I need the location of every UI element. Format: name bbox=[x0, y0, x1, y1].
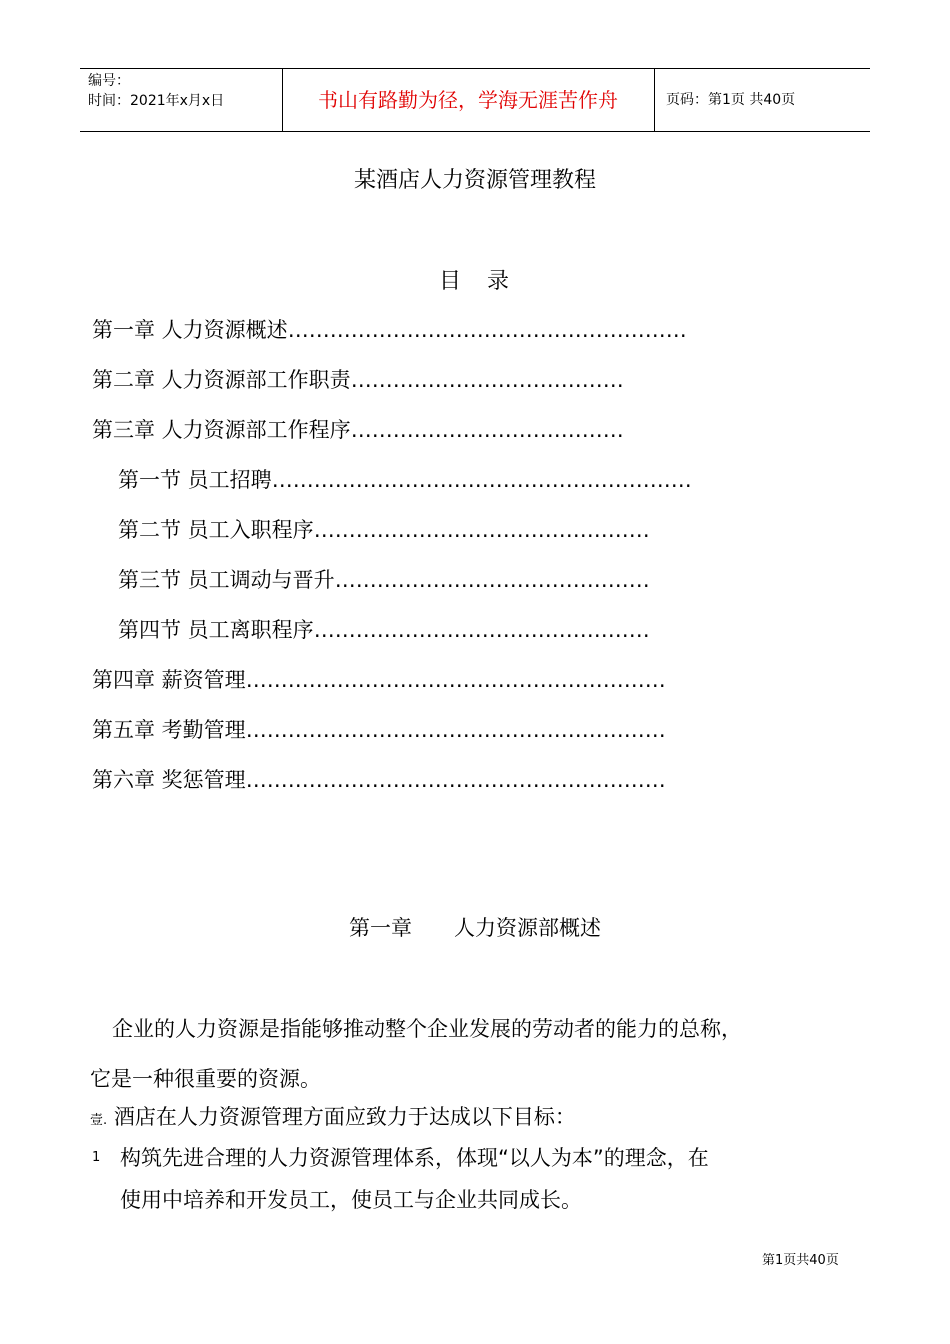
toc-entry-dots: ………………………………………… bbox=[313, 518, 650, 542]
toc-entry-label: 第一章 人力资源概述 bbox=[92, 318, 288, 342]
toc-entry-label: 第四章 薪资管理 bbox=[92, 668, 246, 692]
toc-entry-dots: ……………………………………… bbox=[334, 568, 650, 592]
header-divider-right bbox=[654, 69, 655, 131]
toc-title: 目 录 bbox=[438, 269, 511, 294]
toc-entry-dots: …………………………………………………… bbox=[245, 768, 666, 792]
sub-item-marker: 1 bbox=[92, 1150, 101, 1165]
item-text: 酒店在人力资源管理方面应致力于达成以下目标： bbox=[113, 1105, 576, 1129]
date-label: 时间：2021年x月x日 bbox=[88, 93, 225, 109]
toc-entry[interactable] bbox=[118, 464, 790, 494]
toc-entry-label: 第二章 人力资源部工作职责 bbox=[92, 368, 351, 392]
header-table bbox=[80, 68, 870, 132]
toc-entry-label: 第二节 员工入职程序 bbox=[118, 518, 314, 542]
toc-entry-label: 第四节 员工离职程序 bbox=[118, 618, 314, 642]
header-page-info: 页码：第1页 共40页 bbox=[666, 92, 796, 108]
toc-entry-dots: ………………………………………………… bbox=[287, 318, 687, 342]
toc-entry-dots: ………………………………… bbox=[350, 368, 624, 392]
intro-paragraph-line: 它是一种很重要的资源。 bbox=[90, 1067, 321, 1091]
toc-entry-dots: …………………………………………………… bbox=[245, 718, 666, 742]
goal-item bbox=[90, 1101, 576, 1131]
toc-entry[interactable] bbox=[118, 514, 766, 544]
toc-entry[interactable] bbox=[92, 414, 742, 444]
toc-entry-label: 第一节 员工招聘 bbox=[118, 468, 272, 492]
toc-entry[interactable] bbox=[92, 764, 766, 794]
header-motto: 书山有路勤为径，学海无涯苦作舟 bbox=[318, 88, 618, 112]
toc-entry-label: 第三章 人力资源部工作程序 bbox=[92, 418, 351, 442]
toc-entry-dots: ………………………………………… bbox=[313, 618, 650, 642]
header-left-cell bbox=[88, 69, 283, 131]
toc-entry-dots: …………………………………………………… bbox=[271, 468, 692, 492]
chapter-title: 第一章 人力资源部概述 bbox=[349, 916, 601, 940]
toc-entry[interactable] bbox=[118, 614, 766, 644]
toc-entry-dots: …………………………………………………… bbox=[245, 668, 666, 692]
intro-paragraph-line: 企业的人力资源是指能够推动整个企业发展的劳动者的能力的总称， bbox=[112, 1017, 742, 1041]
sub-item-text-line: 构筑先进合理的人力资源管理体系，体现“以人为本”的理念，在 bbox=[120, 1146, 709, 1170]
footer-page-number: 第1页共40页 bbox=[762, 1253, 839, 1268]
toc-entry[interactable] bbox=[92, 714, 766, 744]
toc-entry[interactable] bbox=[92, 664, 766, 694]
toc-entry[interactable] bbox=[92, 314, 842, 344]
toc-entry[interactable] bbox=[118, 564, 766, 594]
toc-entry-dots: ………………………………… bbox=[350, 418, 624, 442]
toc-entry-label: 第六章 奖惩管理 bbox=[92, 768, 246, 792]
document-title: 某酒店人力资源管理教程 bbox=[353, 168, 596, 193]
sub-item-text-line: 使用中培养和开发员工，使员工与企业共同成长。 bbox=[120, 1188, 582, 1212]
serial-label: 编号： bbox=[88, 73, 130, 89]
item-marker: 壹. bbox=[90, 1113, 108, 1128]
toc-entry-label: 第五章 考勤管理 bbox=[92, 718, 246, 742]
toc-entry-label: 第三节 员工调动与晋升 bbox=[118, 568, 335, 592]
toc-entry[interactable] bbox=[92, 364, 742, 394]
